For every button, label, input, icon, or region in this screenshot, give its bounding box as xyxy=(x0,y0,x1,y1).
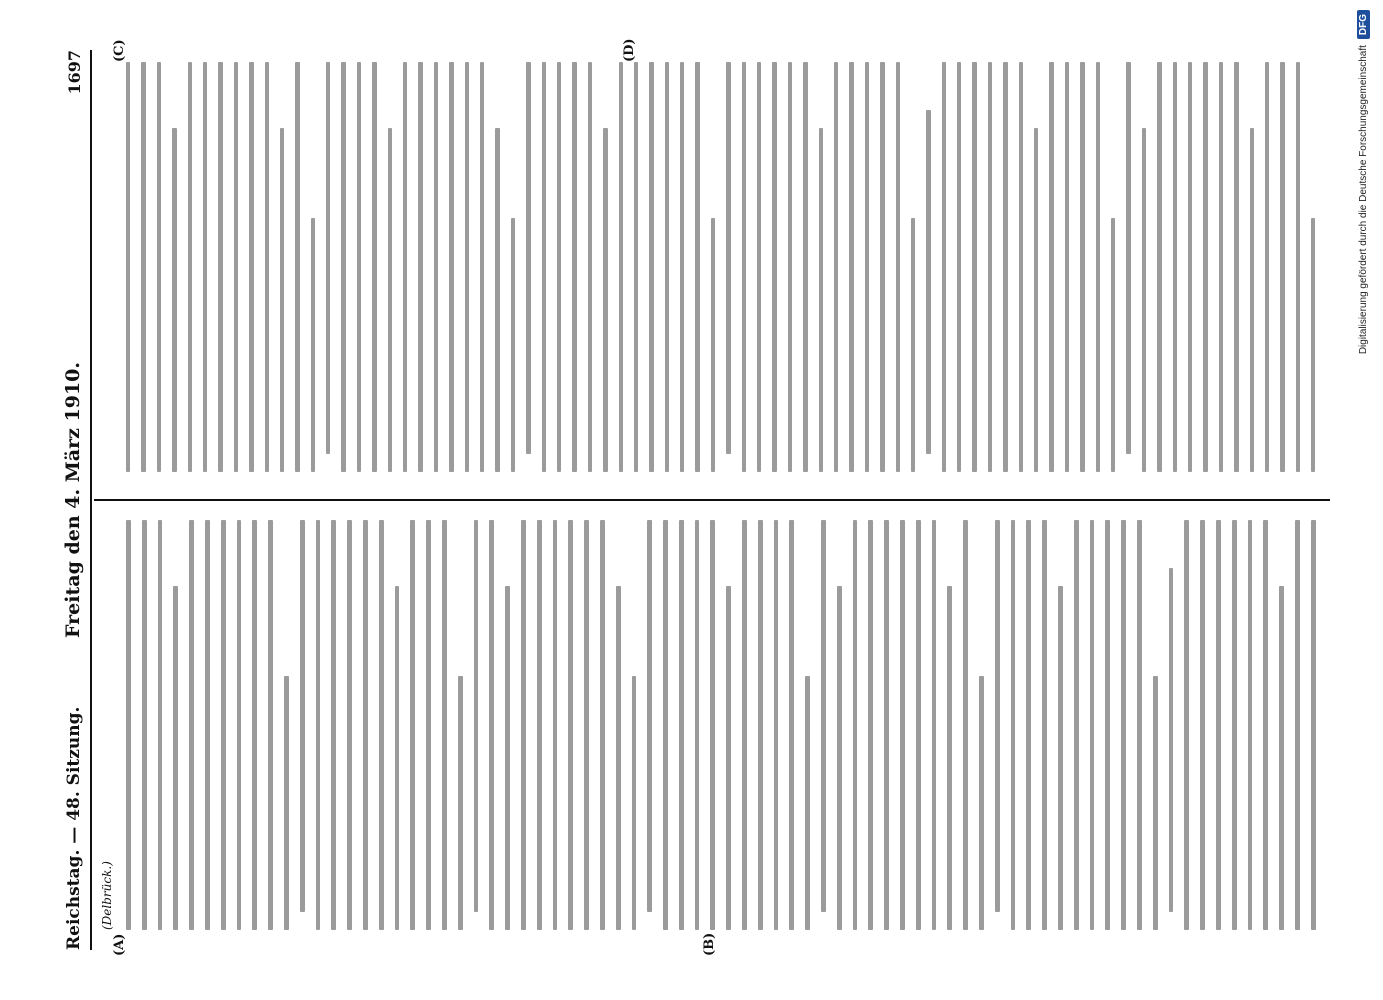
dfg-logo: DFG xyxy=(1357,10,1370,39)
text-line xyxy=(249,62,253,472)
text-line xyxy=(141,62,145,472)
text-line xyxy=(311,218,315,472)
text-line xyxy=(188,62,192,472)
text-line xyxy=(449,62,453,472)
text-line xyxy=(680,62,684,472)
text-line xyxy=(284,676,289,930)
right-column-text-lines xyxy=(126,62,1326,472)
text-line xyxy=(1265,62,1269,472)
text-line xyxy=(1296,62,1300,472)
text-line xyxy=(1157,62,1161,472)
text-line xyxy=(218,62,222,472)
text-line xyxy=(1279,586,1284,930)
text-line xyxy=(331,520,336,930)
text-line xyxy=(537,520,542,930)
header-session-title: Reichstag. — 48. Sitzung. xyxy=(64,706,84,950)
text-line xyxy=(426,520,431,930)
text-line xyxy=(1216,520,1221,930)
text-line xyxy=(932,520,937,930)
digitization-credit-strip xyxy=(1352,10,1374,990)
text-line xyxy=(326,62,330,454)
text-line xyxy=(963,520,968,930)
text-line xyxy=(505,586,510,930)
text-line xyxy=(1111,218,1115,472)
text-line xyxy=(568,520,573,930)
text-line xyxy=(916,520,921,930)
text-line xyxy=(203,62,207,472)
text-line xyxy=(647,520,652,912)
text-line xyxy=(557,62,561,472)
text-line xyxy=(418,62,422,472)
text-line xyxy=(316,520,321,930)
text-line xyxy=(1049,62,1053,472)
text-line xyxy=(1280,62,1284,472)
text-line xyxy=(789,520,794,930)
text-line xyxy=(853,520,858,930)
text-line xyxy=(834,62,838,472)
column-divider xyxy=(94,499,1330,501)
margin-marker-b: (B) xyxy=(702,932,717,956)
text-line xyxy=(665,62,669,472)
text-line xyxy=(616,586,621,930)
margin-marker-d: (D) xyxy=(622,38,637,62)
text-line xyxy=(632,676,637,930)
text-line xyxy=(1188,62,1192,472)
text-line xyxy=(172,128,176,472)
text-line xyxy=(803,62,807,472)
right-column xyxy=(100,62,1326,472)
text-line xyxy=(758,520,763,930)
text-line xyxy=(572,62,576,472)
text-line xyxy=(521,520,526,930)
text-line xyxy=(947,586,952,930)
text-line xyxy=(1074,520,1079,930)
text-line xyxy=(347,520,352,930)
text-line xyxy=(1019,62,1023,472)
text-line xyxy=(1011,520,1016,930)
text-line xyxy=(542,62,546,472)
text-line xyxy=(300,520,305,912)
text-line xyxy=(1248,520,1253,930)
text-line xyxy=(1311,218,1315,472)
text-line xyxy=(1142,128,1146,472)
text-line xyxy=(695,520,700,930)
text-line xyxy=(742,62,746,472)
text-line xyxy=(710,520,715,930)
text-line xyxy=(237,520,242,930)
text-line xyxy=(553,520,558,930)
text-line xyxy=(600,520,605,930)
text-line xyxy=(142,520,147,930)
text-line xyxy=(695,62,699,472)
text-line xyxy=(434,62,438,472)
text-line xyxy=(357,62,361,472)
text-line xyxy=(865,62,869,472)
text-line xyxy=(1034,128,1038,472)
text-line xyxy=(458,676,463,930)
text-line xyxy=(403,62,407,472)
left-column-text-lines xyxy=(126,520,1326,930)
text-line xyxy=(995,520,1000,912)
text-line xyxy=(410,520,415,930)
text-line xyxy=(1105,520,1110,930)
text-line xyxy=(679,520,684,930)
speaker-continuation-label: (Delbrück.) xyxy=(100,861,114,930)
text-line xyxy=(774,520,779,930)
text-line xyxy=(511,218,515,472)
text-line xyxy=(819,128,823,472)
text-line xyxy=(1080,62,1084,472)
text-line xyxy=(265,62,269,472)
text-line xyxy=(588,62,592,472)
text-line xyxy=(957,62,961,472)
text-line xyxy=(189,520,194,930)
text-line xyxy=(805,676,810,930)
text-line xyxy=(1263,520,1268,930)
text-line xyxy=(1184,520,1189,930)
text-line xyxy=(1026,520,1031,930)
text-line xyxy=(1250,128,1254,472)
text-line xyxy=(205,520,210,930)
text-line xyxy=(1173,62,1177,472)
text-line xyxy=(221,520,226,930)
text-line xyxy=(1058,586,1063,930)
text-line xyxy=(1137,520,1142,930)
text-line xyxy=(821,520,826,912)
page-number: 1697 xyxy=(65,50,84,95)
text-line xyxy=(268,520,273,930)
text-line xyxy=(757,62,761,472)
text-line xyxy=(1311,520,1316,930)
text-line xyxy=(1090,520,1095,930)
text-line xyxy=(1200,520,1205,930)
text-line xyxy=(663,520,668,930)
text-line xyxy=(926,110,930,454)
text-line xyxy=(896,62,900,472)
text-line xyxy=(126,62,130,472)
text-line xyxy=(363,520,368,930)
text-line xyxy=(489,520,494,930)
text-line xyxy=(126,520,131,930)
newspaper-sheet xyxy=(30,40,1350,960)
text-line xyxy=(379,520,384,930)
text-line xyxy=(837,586,842,930)
text-line xyxy=(972,62,976,472)
text-line xyxy=(788,62,792,472)
text-line xyxy=(234,62,238,472)
text-line xyxy=(395,586,400,930)
text-line xyxy=(900,520,905,930)
text-line xyxy=(772,62,776,472)
text-line xyxy=(157,62,161,472)
text-line xyxy=(295,62,299,472)
text-line xyxy=(1295,520,1300,930)
text-line xyxy=(726,62,730,454)
text-line xyxy=(158,520,163,930)
text-line xyxy=(880,62,884,472)
text-line xyxy=(1234,62,1238,472)
text-line xyxy=(1169,568,1174,912)
text-line xyxy=(1042,520,1047,930)
text-line xyxy=(1096,62,1100,472)
left-column xyxy=(100,520,1326,930)
text-line xyxy=(979,676,984,930)
text-line xyxy=(526,62,530,454)
text-line xyxy=(1153,676,1158,930)
text-line xyxy=(280,128,284,472)
text-line xyxy=(252,520,257,930)
text-line xyxy=(988,62,992,472)
text-line xyxy=(1219,62,1223,472)
text-line xyxy=(173,586,178,930)
text-line xyxy=(634,62,638,472)
text-line xyxy=(742,520,747,930)
digitization-credit xyxy=(1352,10,1374,990)
text-line xyxy=(726,586,731,930)
text-line xyxy=(1121,520,1126,930)
header-date: Freitag den 4. März 1910. xyxy=(62,362,84,638)
text-line xyxy=(1126,62,1130,454)
text-line xyxy=(442,520,447,930)
text-line xyxy=(619,62,623,472)
text-line xyxy=(480,62,484,472)
text-line xyxy=(868,520,873,930)
text-line xyxy=(341,62,345,472)
text-line xyxy=(649,62,653,472)
digitization-credit-text: Digitalisierung gefördert durch die Deutsche Forschungsgemeinschaft xyxy=(1357,45,1369,355)
text-line xyxy=(942,62,946,472)
text-line xyxy=(388,128,392,472)
margin-marker-a: (A) xyxy=(112,933,127,956)
text-line xyxy=(474,520,479,912)
text-line xyxy=(884,520,889,930)
text-line xyxy=(849,62,853,472)
text-line xyxy=(465,62,469,472)
text-line xyxy=(584,520,589,930)
text-line xyxy=(1203,62,1207,472)
text-line xyxy=(711,218,715,472)
text-line xyxy=(603,128,607,472)
running-head xyxy=(54,50,92,950)
margin-marker-c: (C) xyxy=(112,39,127,62)
text-line xyxy=(495,128,499,472)
text-line xyxy=(911,218,915,472)
text-line xyxy=(1232,520,1237,930)
text-line xyxy=(1065,62,1069,472)
text-line xyxy=(372,62,376,472)
text-line xyxy=(1003,62,1007,472)
